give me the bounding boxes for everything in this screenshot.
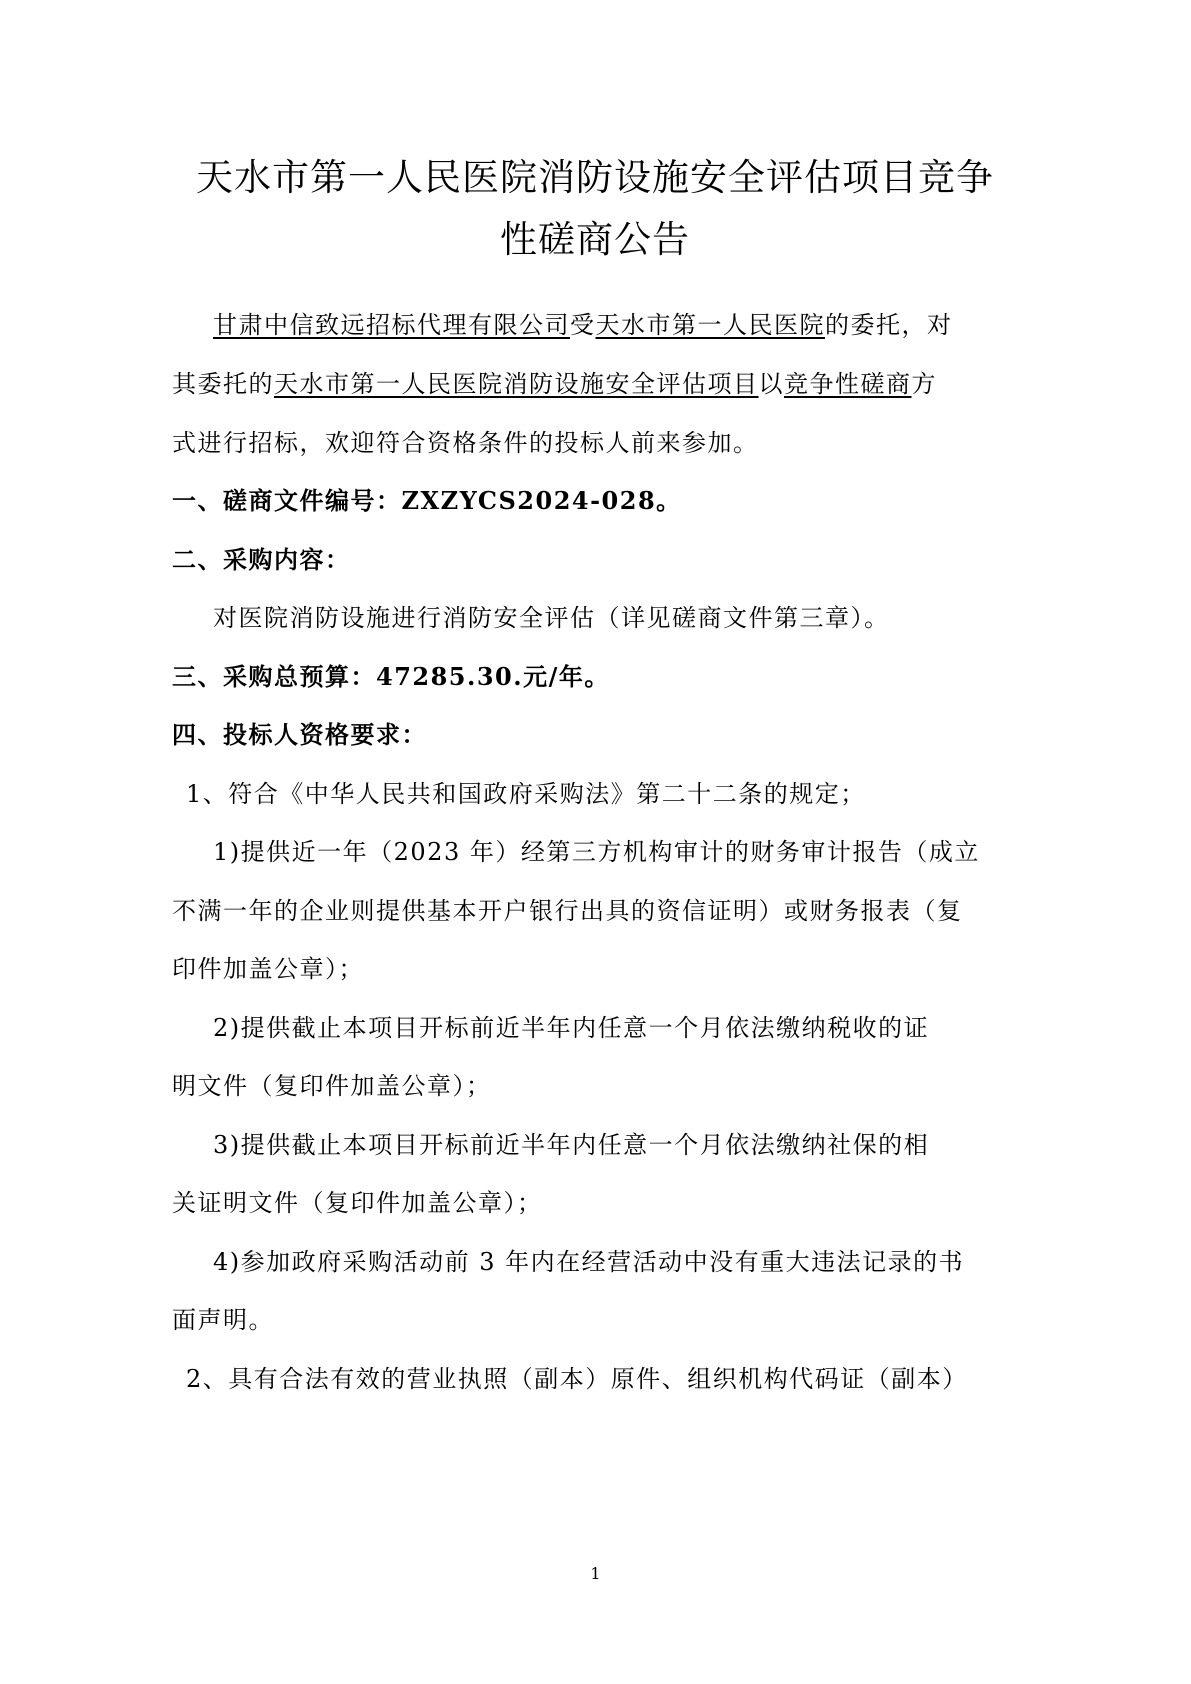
intro-paragraph-line-3: 式进行招标，欢迎符合资格条件的投标人前来参加。: [172, 429, 759, 457]
intro-text: 方: [911, 370, 937, 398]
intro-text: 受: [570, 311, 596, 339]
page-number: 1: [590, 1564, 601, 1583]
section-file-number: 一、磋商文件编号：ZXZYCS2024-028。: [172, 486, 682, 515]
requirement-1-2-line-2: 明文件（复印件加盖公章）；: [172, 1072, 492, 1100]
section-total-budget: 三、采购总预算：47285.30.元/年。: [172, 662, 610, 691]
requirement-1-1-line-3: 印件加盖公章）；: [172, 955, 364, 983]
intro-text: 其委托的: [172, 370, 274, 398]
section-bidder-qualifications: 四、投标人资格要求：: [172, 720, 427, 749]
procurement-content-body: 对医院消防设施进行消防安全评估（详见磋商文件第三章）。: [213, 604, 890, 632]
requirement-1-1-line-1: 1)提供近一年（2023 年）经第三方机构审计的财务审计报告（成立: [213, 838, 980, 866]
requirement-1: 1、符合《中华人民共和国政府采购法》第二十二条的规定；: [186, 780, 866, 808]
requirement-2: 2、具有合法有效的营业执照（副本）原件、组织机构代码证（副本）: [186, 1365, 968, 1393]
requirement-1-4-line-2: 面声明。: [172, 1306, 274, 1334]
requirement-1-4-line-1: 4)参加政府采购活动前 3 年内在经营活动中没有重大违法记录的书: [213, 1248, 965, 1276]
requirement-1-3-line-1: 3)提供截止本项目开标前近半年内任意一个月依法缴纳社保的相: [213, 1131, 930, 1159]
requirement-1-1-line-2: 不满一年的企业则提供基本开户银行出具的资信证明）或财务报表（复: [172, 897, 963, 925]
procurement-method: 竞争性磋商: [784, 370, 912, 398]
document-title-line-2: 性磋商公告: [500, 218, 690, 261]
intro-paragraph-line-2: [172, 369, 1032, 399]
agency-name: 甘肃中信致远招标代理有限公司: [213, 311, 570, 339]
intro-text: 的委托，对: [825, 311, 953, 339]
document-title-line-1: 天水市第一人民医院消防设施安全评估项目竞争: [196, 156, 994, 199]
intro-text: 以: [758, 370, 784, 398]
project-name: 天水市第一人民医院消防设施安全评估项目: [274, 370, 759, 398]
section-procurement-content: 二、采购内容：: [172, 545, 351, 574]
requirement-1-2-line-1: 2)提供截止本项目开标前近半年内任意一个月依法缴纳税收的证: [213, 1014, 930, 1042]
client-name: 天水市第一人民医院: [595, 311, 825, 339]
requirement-1-3-line-2: 关证明文件（复印件加盖公章）；: [172, 1189, 543, 1217]
intro-paragraph-line-1: [213, 310, 1073, 340]
